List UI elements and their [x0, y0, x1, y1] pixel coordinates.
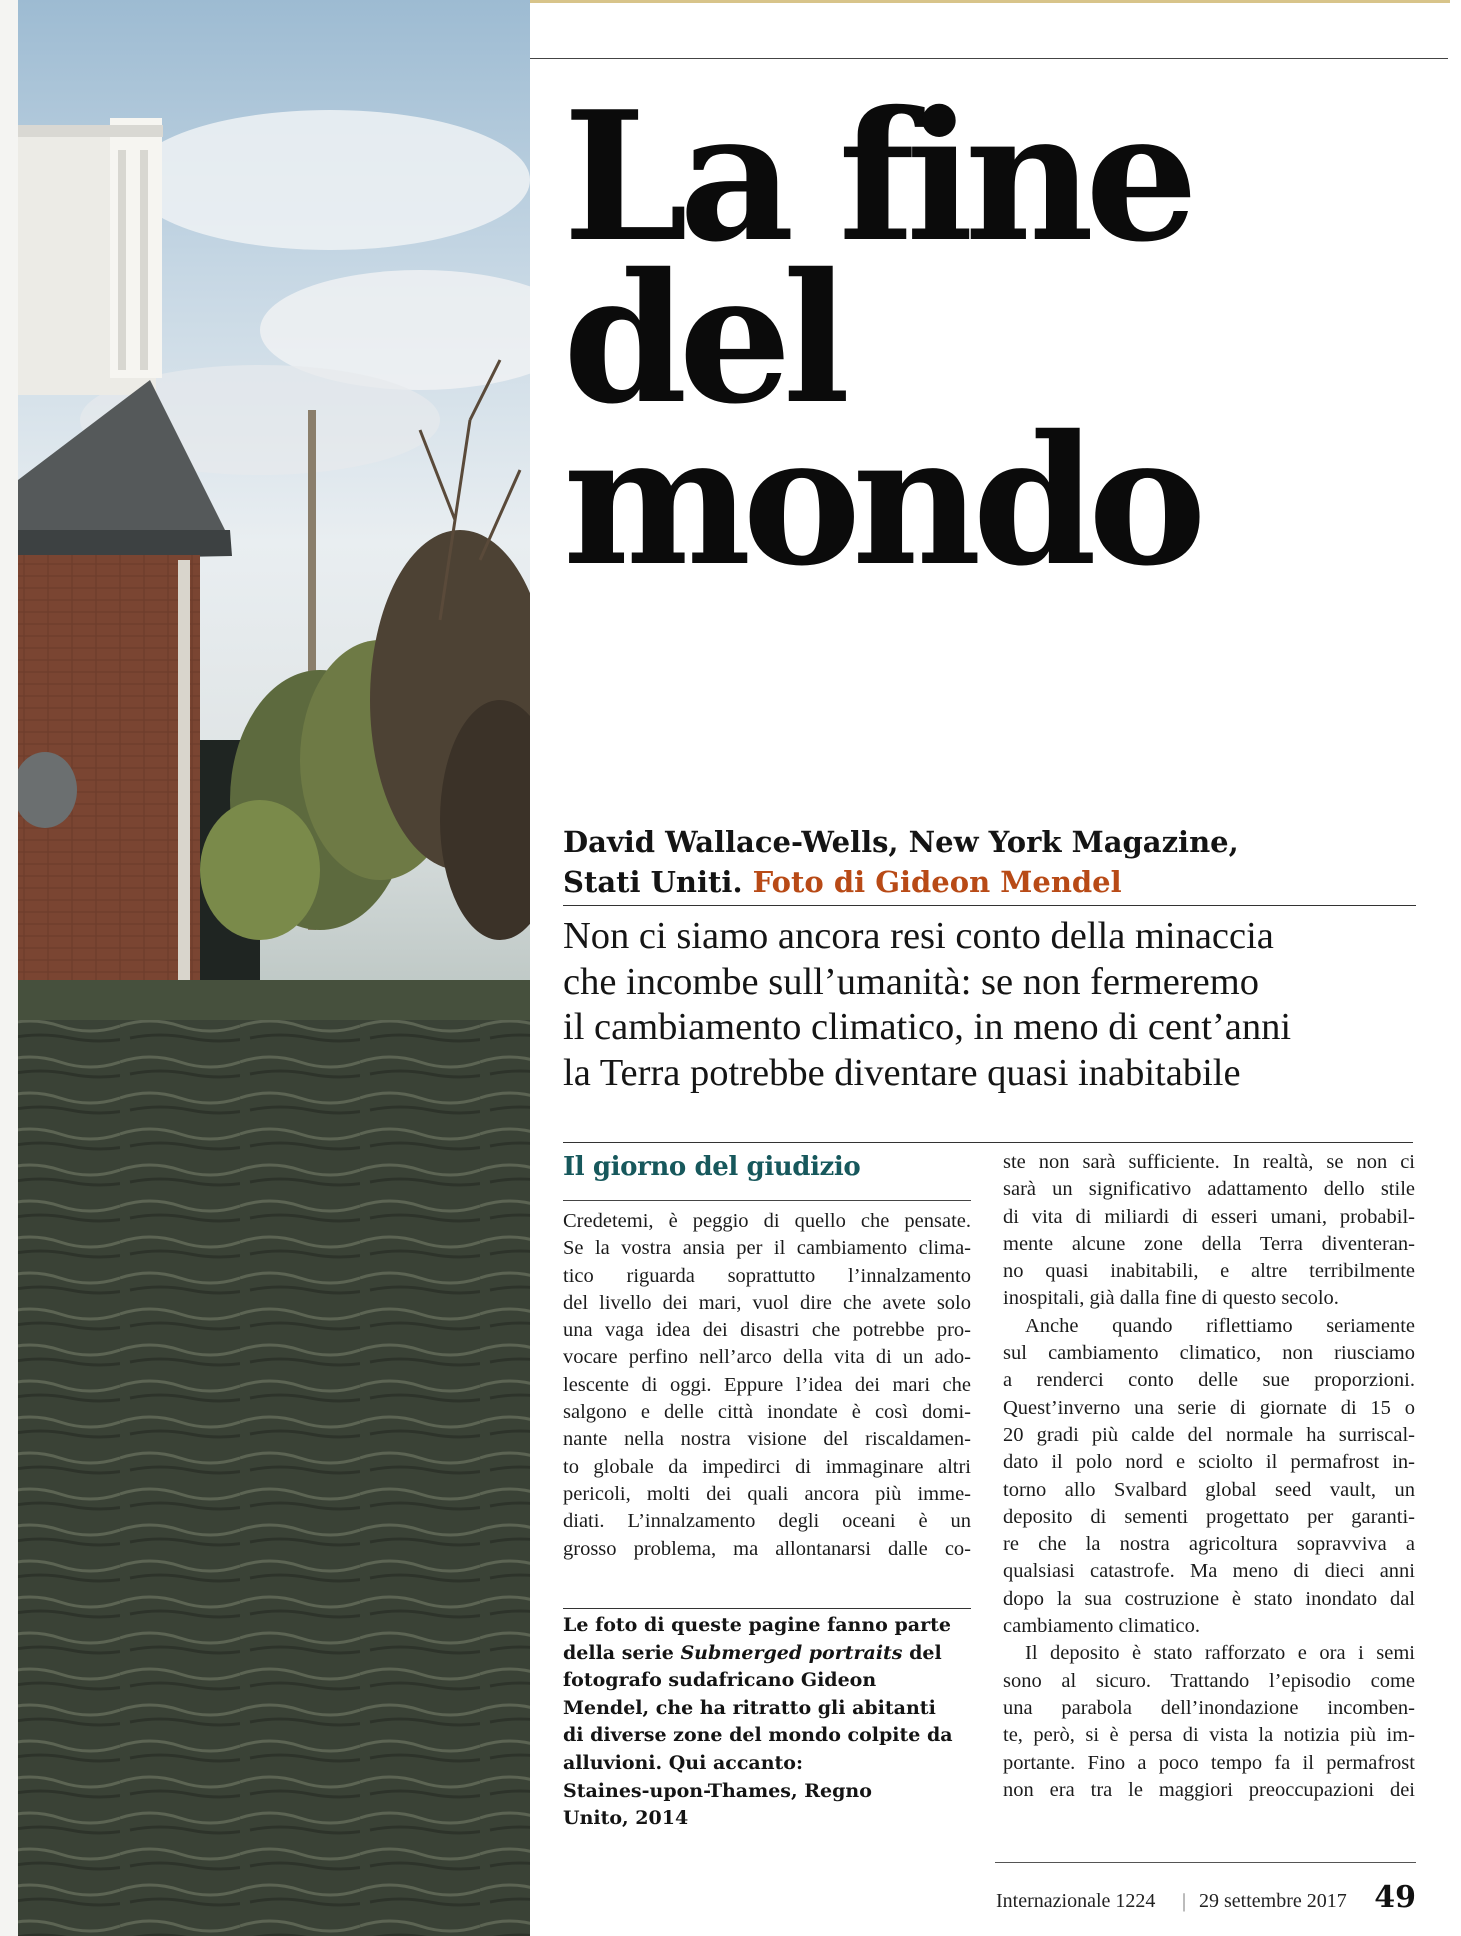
flooded-house-illustration	[0, 0, 530, 1936]
body-line: te, però, si è persa di vista la notizia più im-	[1003, 1724, 1415, 1747]
body-line: nante nella nostra visione del riscaldamen-	[563, 1428, 971, 1451]
headline-line: mondo	[563, 396, 1198, 605]
lead-line: il cambiamento climatico, in meno di cent’anni	[563, 1006, 1292, 1048]
byline-country: Stati Uniti.	[563, 865, 743, 899]
byline	[563, 822, 1263, 902]
lead-paragraph	[563, 914, 1423, 1096]
top-gold-rule	[530, 0, 1450, 3]
body-line: Il deposito è stato rafforzato e ora i semi	[1025, 1642, 1415, 1665]
caption-text: della serie	[563, 1641, 681, 1664]
caption-line: alluvioni. Qui accanto:	[563, 1751, 803, 1774]
body-line: no quasi inabitabili, e altre terribilmente	[1003, 1260, 1415, 1283]
body-line: to globale da impedirci di immaginare altri	[563, 1455, 971, 1478]
issue-date: 29 settembre 2017	[1199, 1890, 1347, 1912]
byline-author: David Wallace-Wells, New York Magazine,	[563, 825, 1239, 859]
headline-line: La fine	[563, 72, 1190, 281]
magazine-issue: Internazionale 1224	[996, 1890, 1156, 1912]
body-line: tico riguarda soprattutto l’innalzamento	[563, 1264, 971, 1287]
photo-left-edge	[0, 0, 18, 1936]
page-number: 49	[1374, 1880, 1416, 1915]
body-line: una parabola dell’inondazione incomben-	[1003, 1696, 1415, 1719]
body-column-2	[1003, 1149, 1415, 1804]
body-line: re che la nostra agricoltura sopravviva a	[1003, 1533, 1415, 1556]
body-line: portante. Fino a poco tempo fa il permafrost	[1003, 1751, 1415, 1774]
page-footer	[996, 1880, 1416, 1920]
body-line: a renderci conto delle sue proporzioni.	[1003, 1369, 1415, 1392]
article-photo	[0, 0, 530, 1936]
caption-line	[563, 1640, 971, 1668]
body-line: ste non sarà sufficiente. In realtà, se non ci	[1003, 1151, 1415, 1173]
body-line: salgono e delle città inondate è così domi-	[563, 1401, 971, 1424]
body-line: Anche quando riflettiamo seriamente	[1025, 1314, 1415, 1337]
body-line: sono al sicuro. Trattando l’episodio come	[1003, 1669, 1415, 1692]
body-line: di vita di miliardi di esseri umani, probabil-	[1003, 1205, 1415, 1228]
body-line: Credetemi, è peggio di quello che pensate.	[563, 1210, 971, 1232]
body-line: dopo la sua costruzione è stato inondato dal	[1003, 1587, 1415, 1610]
caption-line: Le foto di queste pagine fanno parte	[563, 1614, 951, 1636]
body-line: Quest’inverno una serie di giornate di 15 o	[1003, 1396, 1415, 1419]
section-subhead: Il giorno del giudizio	[563, 1152, 861, 1182]
headline	[563, 72, 1423, 605]
body-line: dato il polo nord e sciolto il permafrost in-	[1003, 1451, 1415, 1474]
columns-top-rule	[563, 1142, 1413, 1143]
photo-caption	[563, 1612, 971, 1833]
photo-credit: Foto di Gideon Mendel	[752, 865, 1122, 899]
body-line: cambiamento climatico.	[1003, 1615, 1200, 1638]
body-line: diati. L’innalzamento degli oceani è un	[563, 1510, 971, 1533]
body-line: deposito di sementi progettato per garanti-	[1003, 1505, 1415, 1528]
caption-line: fotografo sudafricano Gideon	[563, 1669, 877, 1692]
body-line: mente alcune zone della Terra diventeran-	[1003, 1232, 1415, 1255]
body-line: 20 gradi più calde del normale ha surriscal-	[1003, 1423, 1415, 1446]
top-rule	[530, 58, 1448, 59]
body-column-1	[563, 1208, 971, 1563]
caption-rule	[563, 1608, 971, 1609]
body-line: inospitali, già dalla fine di questo secolo.	[1003, 1287, 1339, 1310]
caption-text: del	[902, 1641, 942, 1664]
body-line: torno allo Svalbard global seed vault, un	[1003, 1478, 1415, 1501]
lead-line: Non ci siamo ancora resi conto della minaccia	[563, 915, 1274, 957]
body-line: qualsiasi catastrofe. Ma meno di dieci anni	[1003, 1560, 1415, 1583]
footer-separator: |	[1182, 1890, 1187, 1912]
caption-line: Staines-upon-Thames, Regno	[563, 1779, 872, 1802]
caption-line: Unito, 2014	[563, 1807, 689, 1830]
caption-line: di diverse zone del mondo colpite da	[563, 1724, 953, 1747]
caption-line: Mendel, che ha ritratto gli abitanti	[563, 1696, 936, 1719]
body-line: lescente di oggi. Eppure l’idea dei mari che	[563, 1373, 971, 1396]
body-line: pericoli, molti dei quali ancora più imme-	[563, 1482, 971, 1505]
body-line: una vaga idea dei disastri che potrebbe pro-	[563, 1319, 971, 1342]
body-line: Se la vostra ansia per il cambiamento clima-	[563, 1237, 971, 1260]
byline-rule	[563, 905, 1416, 906]
headline-line: del	[563, 234, 842, 443]
body-line: sarà un significativo adattamento dello stile	[1003, 1178, 1415, 1201]
subhead-rule	[563, 1200, 971, 1201]
lead-line: la Terra potrebbe diventare quasi inabitabile	[563, 1051, 1241, 1094]
body-line: grosso problema, ma allontanarsi dalle co-	[563, 1537, 971, 1560]
footer-rule	[995, 1862, 1416, 1863]
body-line: non era tra le maggiori preoccupazioni dei	[1003, 1778, 1415, 1801]
body-line: sul cambiamento climatico, non riusciamo	[1003, 1342, 1415, 1365]
body-line: del livello dei mari, vuol dire che avete solo	[563, 1291, 971, 1314]
caption-series-title: Submerged portraits	[680, 1641, 903, 1664]
lead-line: che incombe sull’umanità: se non fermeremo	[563, 960, 1259, 1003]
body-line: vocare perfino nell’arco della vita di un ado-	[563, 1346, 971, 1369]
byline-country-line	[563, 862, 1263, 902]
